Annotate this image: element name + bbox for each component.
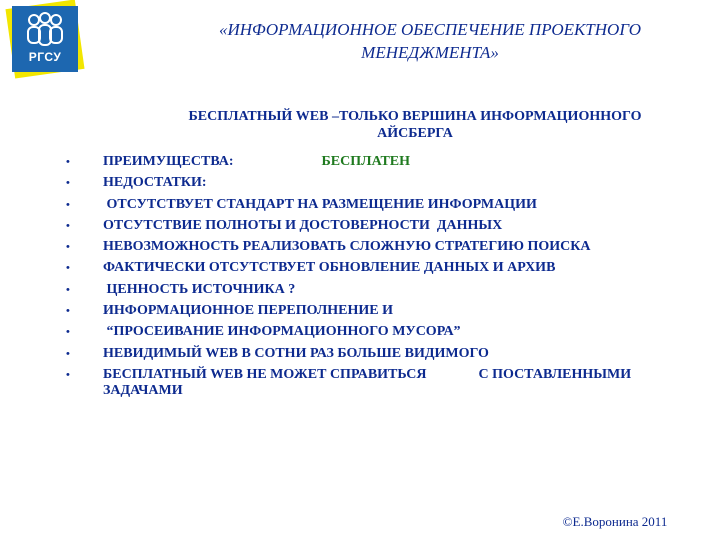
list-item (66, 282, 706, 299)
list-item (66, 197, 706, 214)
title-line-2: МЕНЕДЖМЕНТА» (361, 43, 499, 62)
title-line-1: «ИНФОРМАЦИОННОЕ ОБЕСПЕЧЕНИЕ ПРОЕКТНОГО (218, 20, 642, 39)
people-icon (12, 8, 78, 54)
copyright-footer: ©Е.Воронина 2011 (562, 514, 668, 529)
bullet-icon: • (66, 326, 70, 339)
list-item-advantages (66, 154, 706, 171)
list-item-text: НЕДОСТАТКИ: (103, 175, 207, 191)
list-item-text: ИНФОРМАЦИОННОЕ ПЕРЕПОЛНЕНИЕ И (103, 303, 394, 319)
list-item-highlight: БЕСПЛАТЕН (321, 154, 411, 169)
list-item-text: БЕСПЛАТНЫЙ WEB НЕ МОЖЕТ СПРАВИТЬСЯ (103, 366, 427, 382)
list-item (66, 218, 706, 235)
bullet-icon: • (66, 198, 70, 211)
list-item-text: НЕВИДИМЫЙ WEB В СОТНИ РАЗ БОЛЬШЕ ВИДИМОГО (103, 345, 489, 361)
subtitle-line-2: АЙСБЕРГА (377, 126, 453, 141)
bullet-icon: • (66, 262, 70, 275)
bullet-icon: • (66, 241, 70, 254)
bullet-icon: • (66, 177, 70, 190)
list-item-text: НЕВОЗМОЖНОСТЬ РЕАЛИЗОВАТЬ СЛОЖНУЮ СТРАТЕГИЮ ПОИСКА (103, 239, 591, 255)
list-item-text: ФАКТИЧЕСКИ ОТСУТСТВУЕТ ОБНОВЛЕНИЕ ДАННЫХ И АРХИВ (103, 260, 556, 276)
bullet-icon: • (66, 219, 70, 232)
list-item-text: ПРЕИМУЩЕСТВА: (103, 154, 234, 169)
bullet-icon: • (66, 305, 70, 318)
list-item (66, 239, 706, 256)
bullet-icon: • (66, 368, 70, 381)
subtitle-line-1: БЕСПЛАТНЫЙ WEB –ТОЛЬКО ВЕРШИНА ИНФОРМАЦИОННОГО (188, 109, 642, 124)
logo-label: РГСУ (28, 50, 62, 64)
list-item-text: ОТСУТСТВИЕ ПОЛНОТЫ И ДОСТОВЕРНОСТИ ДАННЫХ (103, 217, 503, 233)
list-item (66, 346, 706, 363)
list-item (66, 303, 706, 320)
list-item (66, 175, 706, 192)
bullet-icon: • (66, 347, 70, 360)
logo-emblem (12, 6, 78, 72)
bullet-icon: • (66, 283, 70, 296)
list-item (66, 260, 706, 277)
logo (4, 0, 84, 80)
bullet-icon: • (66, 156, 70, 168)
list-item (66, 324, 706, 341)
slide-subtitle (120, 108, 710, 142)
list-item-text: “ПРОСЕИВАНИЕ ИНФОРМАЦИОННОГО МУСОРА” (103, 324, 461, 340)
list-item (66, 367, 706, 400)
list-item-text: ЦЕННОСТЬ ИСТОЧНИКА ? (103, 281, 296, 297)
list-item-text: ОТСУТСТВУЕТ СТАНДАРТ НА РАЗМЕЩЕНИЕ ИНФОРМАЦИИ (103, 196, 537, 212)
bullet-list (66, 154, 706, 405)
list-item-tail: С ПОСТАВЛЕННЫМИ ЗАДАЧАМИ (103, 366, 635, 399)
page-title (150, 18, 710, 64)
